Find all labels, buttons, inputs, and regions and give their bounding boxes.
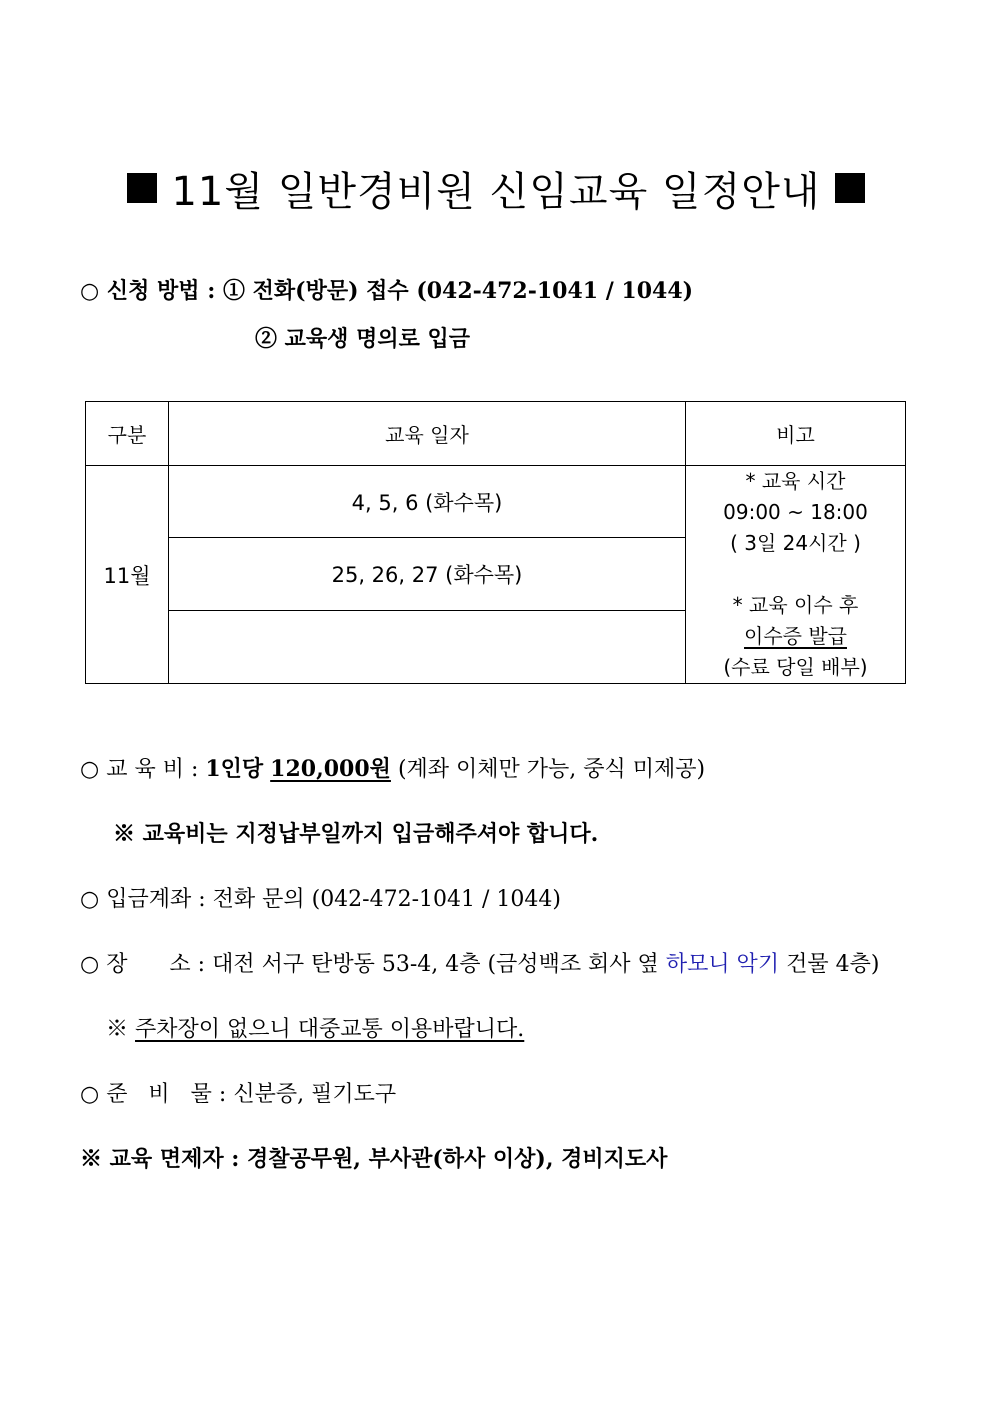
fee-note: (계좌 이체만 가능, 중식 미제공)	[397, 757, 706, 782]
location-address: 대전 서구 탄방동 53-4, 4층 (금성백조 회사 옆	[212, 952, 659, 977]
remark-line4: * 교육 이수 후	[732, 593, 859, 617]
date-cell-2: 25, 26, 27 (화수목)	[169, 538, 686, 610]
fee-label: 교 육 비 :	[106, 757, 199, 782]
date-cell-1: 4, 5, 6 (화수목)	[169, 466, 686, 538]
circle-bullet-icon: ○	[80, 757, 100, 782]
remark-line1: * 교육 시간	[745, 469, 846, 493]
remark-line5: 이수증 발급	[744, 624, 847, 648]
parking-line	[106, 1012, 524, 1043]
location-line	[80, 947, 879, 978]
apply-method1: ① 전화(방문) 접수	[223, 278, 409, 304]
apply-label: 신청 방법 :	[106, 278, 216, 304]
location-suffix: 건물 4층)	[786, 952, 880, 977]
page-title	[0, 160, 992, 217]
header-dates: 교육 일자	[169, 402, 686, 466]
table-row	[86, 466, 906, 538]
remark-line3: ( 3일 24시간 )	[730, 531, 861, 555]
remark-line6: (수료 당일 배부)	[723, 655, 868, 679]
reference-mark-icon: ※	[106, 1017, 129, 1042]
parking-note: 주차장이 없으니 대중교통 이용바랍니다.	[135, 1017, 525, 1042]
circle-bullet-icon: ○	[80, 1082, 100, 1107]
header-remarks: 비고	[686, 402, 906, 466]
prep-label: 준 비 물 :	[106, 1082, 227, 1107]
account-line	[80, 882, 561, 913]
apply-method-line2	[255, 322, 470, 353]
date-cell-3	[169, 610, 686, 683]
prep-line	[80, 1077, 396, 1108]
fee-amount: 120,000원	[270, 756, 391, 782]
month-cell: 11월	[86, 466, 169, 684]
page-title-text: 11월 일반경비원 신임교육 일정안내	[171, 169, 821, 215]
location-label: 장 소 :	[106, 952, 206, 977]
header-category: 구분	[86, 402, 169, 466]
location-landmark: 하모니 악기	[665, 952, 780, 977]
fee-deadline-note: ※ 교육비는 지정납부일까지 입금해주셔야 합니다.	[113, 821, 599, 847]
apply-method-line1	[80, 274, 693, 305]
schedule-table	[85, 401, 906, 684]
fee-line	[80, 752, 705, 783]
circle-bullet-icon: ○	[80, 887, 100, 912]
exempt-line: ※ 교육 면제자 : 경찰공무원, 부사관(하사 이상), 경비지도사	[80, 1146, 668, 1172]
fee-per-person: 1인당	[205, 756, 264, 782]
prep-items: 신분증, 필기도구	[233, 1082, 397, 1107]
remarks-cell	[686, 466, 906, 684]
table-header-row	[86, 402, 906, 466]
right-square-icon	[835, 173, 865, 203]
left-square-icon	[127, 173, 157, 203]
apply-method2: ② 교육생 명의로 입금	[255, 326, 470, 352]
apply-phone: (042-472-1041 / 1044)	[416, 278, 694, 304]
circle-bullet-icon: ○	[80, 952, 100, 977]
circle-bullet-icon: ○	[80, 278, 100, 304]
account-text: 입금계좌 : 전화 문의 (042-472-1041 / 1044)	[106, 887, 561, 912]
remark-line2: 09:00 ~ 18:00	[723, 500, 868, 524]
